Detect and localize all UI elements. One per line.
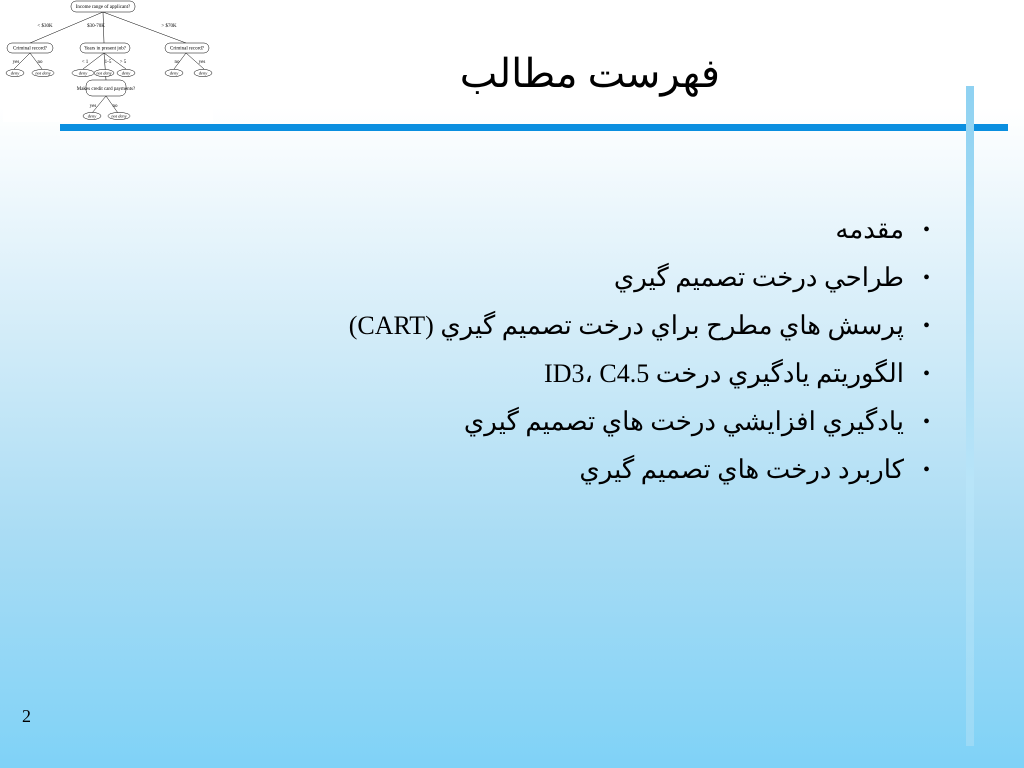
tree-branch-label: no [37,60,43,65]
tree-leaf [72,69,94,76]
bullet-item [130,302,930,350]
tree-leaf [165,69,183,76]
bullet-list [130,206,930,494]
tree-node-middle-label: Years in present job? [84,46,126,52]
tree-node-left [7,43,53,53]
tree-branch-label: yes [12,60,20,65]
tree-node-left-label: Criminal record? [12,46,48,52]
bullet-text: الگوريتم يادگيري درخت ID3، C4.5 [544,359,904,388]
bullet-item [130,398,930,446]
bullet-item [130,206,930,254]
svg-text:deny: deny [10,70,20,76]
svg-text:deny: deny [78,70,88,76]
tree-branch-label: > $70K [161,24,177,29]
tree-branch-label: no [112,104,118,109]
svg-text:not deny: not deny [35,70,51,76]
svg-text:deny: deny [121,70,131,76]
svg-text:deny: deny [198,70,208,76]
tree-leaf [32,69,54,76]
bullet-item [130,254,930,302]
tree-node-right [165,43,209,53]
decision-tree-figure [3,0,213,122]
svg-text:not deny: not deny [111,113,127,119]
bullet-text: کاربرد درخت هاي تصميم گيري [579,455,904,484]
tree-root-label: Income range of applicant? [75,5,131,10]
bullet-dot: • [922,363,930,385]
svg-text:not deny: not deny [96,70,112,76]
tree-leaf [194,69,212,76]
tree-leaf [108,112,130,119]
page-number: 2 [22,706,31,726]
tree-leaf [117,69,135,76]
tree-branch-label: $30-70K [87,24,105,29]
tree-node-middle [80,43,130,53]
right-vertical-divider [966,86,974,746]
tree-leaf [94,69,114,76]
tree-branch-label: > 5 [119,60,127,65]
bullet-item [130,446,930,494]
tree-node-right-label: Criminal record? [169,46,205,52]
svg-text:deny: deny [169,70,179,76]
tree-branch-label: < 1 [81,60,89,65]
tree-node-sub [77,80,136,96]
svg-text:deny: deny [87,113,97,119]
tree-branch-label: < $30K [37,24,53,29]
tree-branch-label: yes [89,104,97,109]
bullet-dot: • [922,219,930,241]
tree-node-sub-label: Makes credit card payments? [76,87,136,92]
bullet-text: پرسش هاي مطرح براي درخت تصميم گيري (CART) [348,311,904,340]
bullet-text: طراحي درخت تصميم گيري [613,263,904,292]
tree-root-node [71,1,135,12]
bullet-item [130,350,930,398]
bullet-dot: • [922,267,930,289]
bullet-dot: • [922,459,930,481]
tree-branch-label: yes [198,60,206,65]
bullet-text: مقدمه [835,215,904,244]
bullet-dot: • [922,315,930,337]
tree-leaf [83,112,101,119]
decision-tree-diagram [3,0,213,122]
bullet-text: يادگيري افزايشي درخت هاي تصميم گيري [463,407,904,436]
slide-title: فهرست مطالب [459,51,720,96]
title-divider [60,124,1008,131]
tree-branch-label: no [174,60,180,65]
bullet-dot: • [922,411,930,433]
tree-leaf [6,69,24,76]
tree-branch-label: 1-5 [104,60,112,65]
